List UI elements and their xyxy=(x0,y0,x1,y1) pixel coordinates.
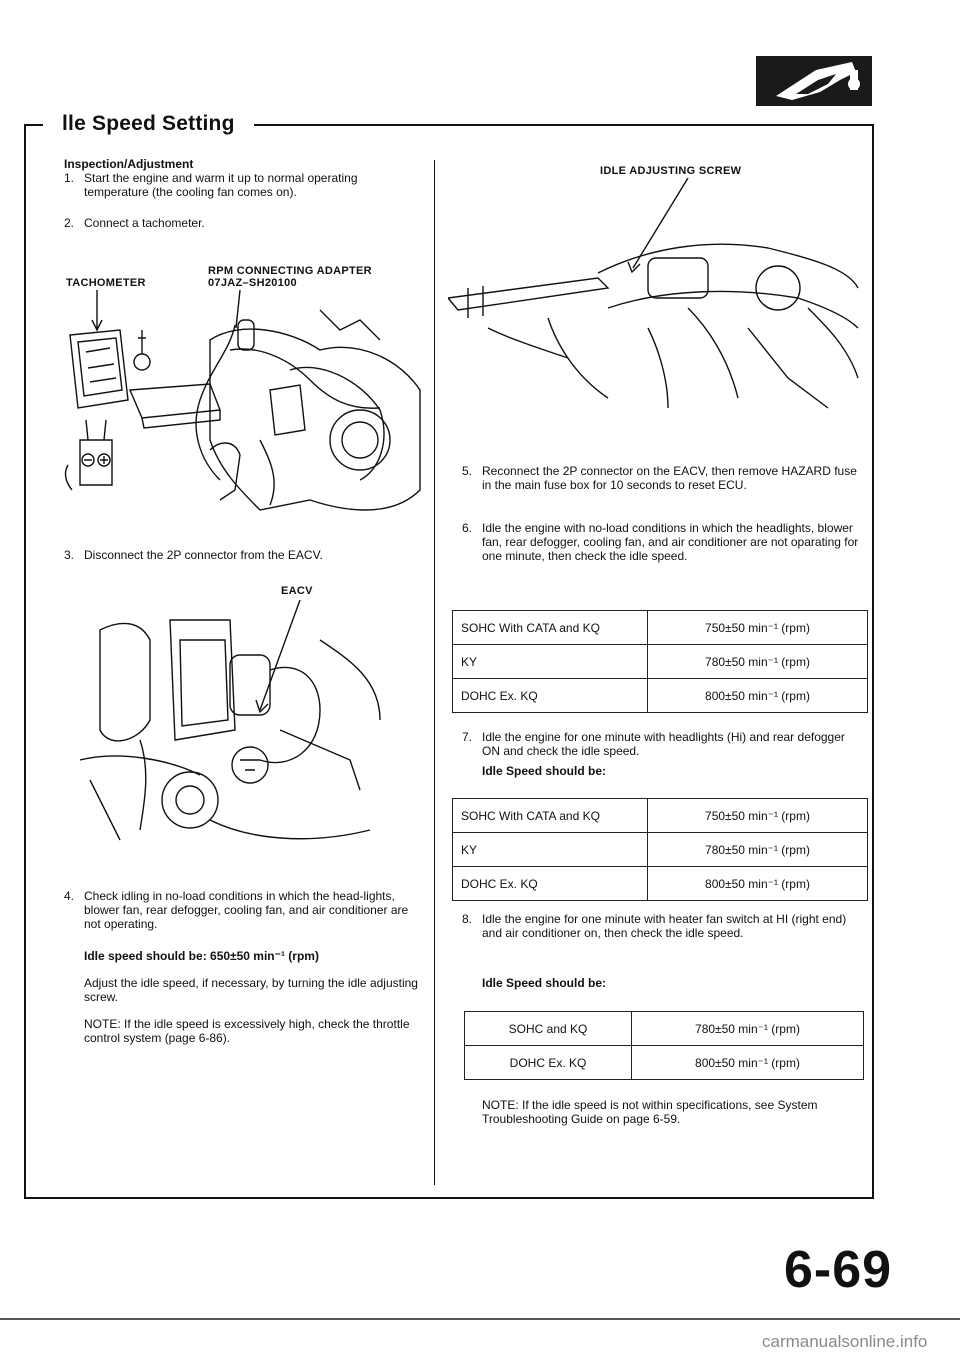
model-cell: KY xyxy=(453,833,648,867)
eacv-label: EACV xyxy=(281,585,313,597)
value-cell: 780±50 min⁻¹ (rpm) xyxy=(632,1012,864,1046)
section-tab-icon xyxy=(756,56,872,106)
step-7-text: Idle the engine for one minute with headlights (Hi) and rear defogger ON and check the idle speed. xyxy=(482,730,845,758)
step-8-subheading: Idle Speed should be: xyxy=(482,976,607,990)
title-rule xyxy=(254,124,874,126)
value-cell: 780±50 min⁻¹ (rpm) xyxy=(648,833,868,867)
model-cell: SOHC and KQ xyxy=(465,1012,632,1046)
value-cell: 800±50 min⁻¹ (rpm) xyxy=(648,867,868,901)
step-6-number: 6. xyxy=(462,521,473,535)
model-cell: DOHC Ex. KQ xyxy=(453,679,648,713)
step-1-number: 1. xyxy=(64,171,75,185)
right-note: NOTE: If the idle speed is not within specifications, see System Troubleshooting Guide on page 6-59. xyxy=(482,1098,818,1126)
step-5-number: 5. xyxy=(462,464,473,478)
value-cell: 800±50 min⁻¹ (rpm) xyxy=(632,1046,864,1080)
table-row xyxy=(453,867,868,901)
idle-speed-table-2 xyxy=(452,798,868,901)
table-row xyxy=(453,833,868,867)
table-row xyxy=(453,645,868,679)
column-divider xyxy=(434,160,435,1185)
step-2-number: 2. xyxy=(64,216,75,230)
tachometer-connection-illustration xyxy=(60,290,430,520)
frame-bottom xyxy=(24,1197,874,1199)
idle-adjusting-screw-label: IDLE ADJUSTING SCREW xyxy=(600,165,742,177)
page-title: lle Speed Setting xyxy=(62,112,235,135)
idle-speed-spec: Idle speed should be: 650±50 min⁻¹ (rpm) xyxy=(84,949,319,963)
table-row xyxy=(453,611,868,645)
step-4-text: Check idling in no-load conditions in which the head-lights, blower fan, rear defogger, cooling fan, and air conditioner are not operating. xyxy=(84,889,409,931)
frame-right xyxy=(872,124,874,1199)
title-dash xyxy=(25,124,43,126)
step-4-number: 4. xyxy=(64,889,75,903)
step-3-number: 3. xyxy=(64,548,75,562)
step-3-text: Disconnect the 2P connector from the EACV. xyxy=(84,548,323,562)
model-cell: DOHC Ex. KQ xyxy=(453,867,648,901)
step-8-number: 8. xyxy=(462,912,473,926)
value-cell: 750±50 min⁻¹ (rpm) xyxy=(648,611,868,645)
step-8-text: Idle the engine for one minute with heater fan switch at HI (right end) and air conditioner on, then check the idle speed. xyxy=(482,912,847,940)
table-row xyxy=(465,1012,864,1046)
adjust-instruction: Adjust the idle speed, if necessary, by turning the idle adjusting screw. xyxy=(84,976,418,1004)
value-cell: 780±50 min⁻¹ (rpm) xyxy=(648,645,868,679)
model-cell: KY xyxy=(453,645,648,679)
value-cell: 750±50 min⁻¹ (rpm) xyxy=(648,799,868,833)
step-7-subheading: Idle Speed should be: xyxy=(482,764,607,778)
watermark: carmanualsonline.info xyxy=(762,1332,928,1351)
idle-speed-table-1 xyxy=(452,610,868,713)
rpm-adapter-label: RPM CONNECTING ADAPTER xyxy=(208,265,372,277)
value-cell: 800±50 min⁻¹ (rpm) xyxy=(648,679,868,713)
step-1-text: Start the engine and warm it up to normal operating temperature (the cooling fan comes on). xyxy=(84,171,358,199)
footer-rule xyxy=(0,1318,960,1320)
eacv-illustration xyxy=(80,600,400,850)
idle-speed-table-3 xyxy=(464,1011,864,1080)
tachometer-label: TACHOMETER xyxy=(66,277,146,289)
table-row xyxy=(453,799,868,833)
model-cell: DOHC Ex. KQ xyxy=(465,1046,632,1080)
section-subheading: Inspection/Adjustment xyxy=(64,157,194,171)
model-cell: SOHC With CATA and KQ xyxy=(453,611,648,645)
rpm-adapter-part-number: 07JAZ–SH20100 xyxy=(208,277,297,289)
idle-adjusting-screw-illustration xyxy=(448,178,868,418)
step-2-text: Connect a tachometer. xyxy=(84,216,205,230)
step-5-text: Reconnect the 2P connector on the EACV, then remove HAZARD fuse in the main fuse box for 10 seconds to reset ECU. xyxy=(482,464,857,492)
step-6-text: Idle the engine with no-load conditions in which the headlights, blower fan, rear defogger, cooling fan, and air conditioner are not oparating for one minute, then check the idle speed. xyxy=(482,521,859,563)
left-note: NOTE: If the idle speed is excessively high, check the throttle control system (page 6-86). xyxy=(84,1017,410,1045)
table-row xyxy=(453,679,868,713)
page-number: 6-69 xyxy=(784,1241,893,1299)
model-cell: SOHC With CATA and KQ xyxy=(453,799,648,833)
step-7-number: 7. xyxy=(462,730,473,744)
table-row xyxy=(465,1046,864,1080)
frame-left xyxy=(24,124,26,1199)
